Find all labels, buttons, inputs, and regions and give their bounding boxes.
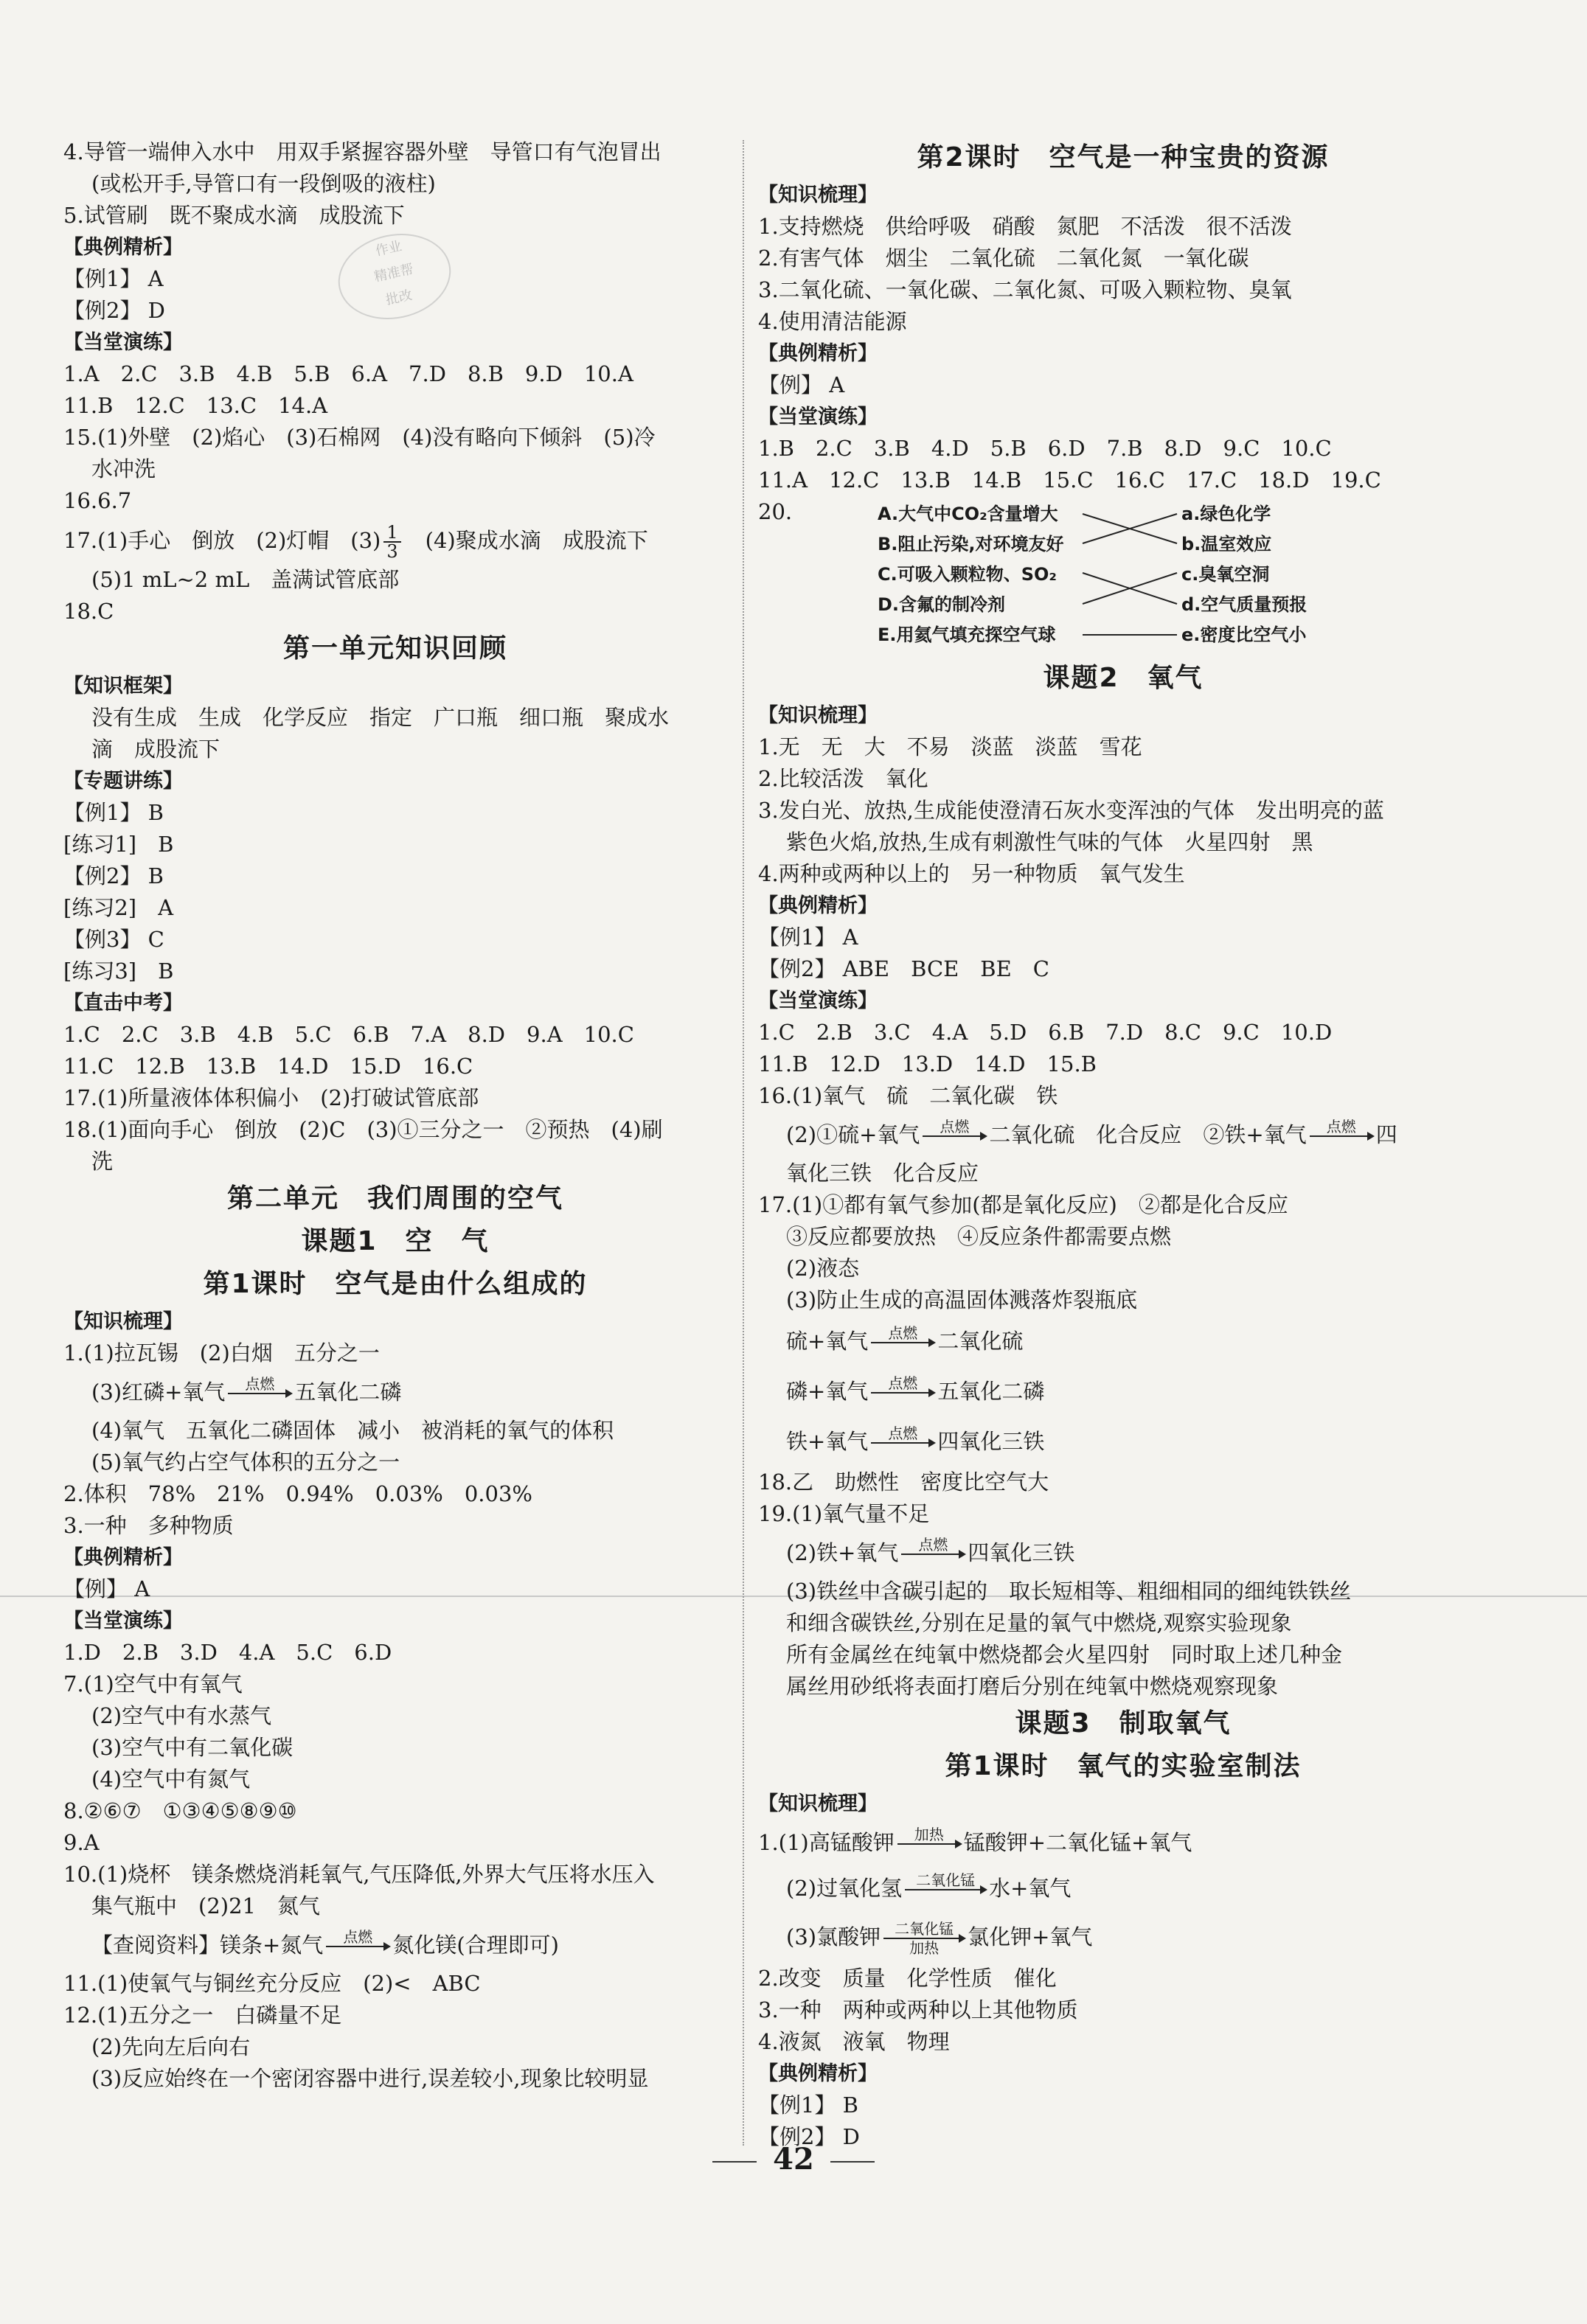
equation-line: 硫+氧气 点燃 二氧化硫 xyxy=(758,1316,1488,1366)
answer-line: 7.(1)空气中有氧气 xyxy=(63,1671,243,1697)
answer-line: 18.C xyxy=(63,599,114,624)
section-heading: 【典例精析】 xyxy=(758,342,878,365)
section-heading: 【知识框架】 xyxy=(63,675,183,697)
answer-line: 【例1】 B xyxy=(758,2092,858,2118)
reaction-arrow: 点燃 xyxy=(871,1325,934,1360)
answer-line: 5.试管刷 既不聚成水滴 成股流下 xyxy=(63,203,405,228)
question-number: 20. xyxy=(758,499,793,524)
answer-line: 17.(1)手心 倒放 (2)灯帽 (3) $\frac{1}{3}$ (4)聚成水滴 成股流下 xyxy=(63,522,648,562)
equation-line: 【查阅资料】镁条+氮气 点燃 氮化镁(合理即可) xyxy=(63,1922,727,1968)
answer-line: 没有生成 生成 化学反应 指定 广口瓶 细口瓶 聚成水 xyxy=(91,705,670,730)
equation-line: 铁+氧气 点燃 四氧化三铁 xyxy=(758,1416,1488,1467)
answer-line: 3.二氧化硫、一氧化碳、二氧化氮、可吸入颗粒物、臭氧 xyxy=(758,277,1292,302)
answer-line: 11.A 12.C 13.B 14.B 15.C 16.C 17.C 18.D 19.C xyxy=(758,467,1381,493)
section-heading: 【当堂演练】 xyxy=(63,1610,183,1632)
answer-line: 16.(1)氧气 硫 二氧化碳 铁 xyxy=(758,1083,1058,1108)
lesson-title: 课题2 氧气 xyxy=(1043,663,1204,693)
answer-line: (或松开手,导管口有一段倒吸的液柱) xyxy=(91,171,436,196)
answer-line: 集气瓶中 (2)21 氮气 xyxy=(91,1893,320,1918)
equation-line: 磷+氧气 点燃 五氧化二磷 xyxy=(758,1366,1488,1416)
match-left-item: B.阻止污染,对环境友好 xyxy=(878,534,1064,554)
answer-line: 1.C 2.C 3.B 4.B 5.C 6.B 7.A 8.D 9.A 10.C xyxy=(63,1022,634,1047)
match-left-item: D.含氟的制冷剂 xyxy=(878,594,1006,615)
match-right-item: c.臭氧空洞 xyxy=(1181,564,1270,585)
section-heading: 【专题讲练】 xyxy=(63,770,183,793)
matching-diagram xyxy=(758,499,1488,654)
answer-line: [练习1] B xyxy=(63,832,174,857)
answer-line: 4.液氮 液氧 物理 xyxy=(758,2029,950,2054)
answer-line: 17.(1)①都有氧气参加(都是氧化反应) ②都是化合反应 xyxy=(758,1192,1288,1217)
column-divider xyxy=(743,140,744,2146)
reaction-arrow: 加热 xyxy=(897,1826,961,1862)
answer-line: 11.B 12.C 13.C 14.A xyxy=(63,393,328,418)
section-heading: 【知识梳理】 xyxy=(758,704,878,727)
answer-line: 【例1】 A xyxy=(758,925,858,950)
answer-line: 滴 成股流下 xyxy=(91,737,220,762)
equation-line: (3)氯酸钾 二氧化锰 加热 氯化钾+氧气 xyxy=(786,1920,1093,1957)
answer-line: 1.D 2.B 3.D 4.A 5.C 6.D xyxy=(63,1640,392,1665)
answer-line: (4)空气中有氮气 xyxy=(91,1767,251,1792)
answer-line: ③反应都要放热 ④反应条件都需要点燃 xyxy=(786,1224,1172,1249)
match-right-item: b.温室效应 xyxy=(1181,534,1272,554)
answer-line: 氧化三铁 化合反应 xyxy=(786,1161,979,1186)
fraction: $\frac{1}{3}$ xyxy=(383,523,400,560)
answer-line: 11.(1)使氧气与铜丝充分反应 (2)< ABC xyxy=(63,1971,481,1996)
equation-line: (3)红磷+氧气 点燃 五氧化二磷 xyxy=(63,1369,727,1415)
lesson-subtitle: 第1课时 氧气的实验室制法 xyxy=(945,1751,1302,1781)
answer-line: 4.导管一端伸入水中 用双手紧握容器外壁 导管口有气泡冒出 xyxy=(63,139,661,164)
lesson-title: 课题3 制取氧气 xyxy=(1015,1708,1232,1739)
lesson-subtitle: 第2课时 空气是一种宝贵的资源 xyxy=(917,142,1330,173)
reaction-arrow: 点燃 xyxy=(1310,1118,1373,1154)
answer-line: (2)液态 xyxy=(786,1256,860,1281)
answer-line: 19.(1)氧气量不足 xyxy=(758,1501,930,1526)
stamp-seal: 作业 精准帮 批改 xyxy=(330,223,459,330)
section-heading: 【知识梳理】 xyxy=(63,1310,183,1333)
answer-line: 1.A 2.C 3.B 4.B 5.B 6.A 7.D 8.B 9.D 10.A xyxy=(63,361,633,386)
match-right-item: a.绿色化学 xyxy=(1181,504,1271,524)
equation-line: (2)①硫+氧气 点燃 二氧化硫 化合反应 ②铁+氧气 点燃 四 xyxy=(758,1112,1488,1158)
answer-line: 3.一种 多种物质 xyxy=(63,1513,234,1538)
answer-line: 11.C 12.B 13.B 14.D 15.D 16.C xyxy=(63,1054,473,1079)
reaction-arrow: 点燃 xyxy=(871,1375,934,1410)
answer-line: 2.改变 质量 化学性质 催化 xyxy=(758,1966,1057,1991)
answer-line: 水冲洗 xyxy=(91,456,156,481)
section-heading: 【典例精析】 xyxy=(758,894,878,917)
reaction-arrow: 点燃 xyxy=(901,1537,965,1572)
answer-line: [练习3] B xyxy=(63,959,174,984)
lesson-subtitle: 第1课时 空气是由什么组成的 xyxy=(203,1269,588,1299)
answer-line: 1.无 无 大 不易 淡蓝 淡蓝 雪花 xyxy=(758,734,1142,759)
answer-line: 【例1】 B xyxy=(63,800,164,825)
reaction-arrow: 二氧化锰 xyxy=(905,1872,986,1907)
reaction-arrow: 二氧化锰 加热 xyxy=(883,1921,965,1956)
answer-line: (4)氧气 五氧化二磷固体 减小 被消耗的氧气的体积 xyxy=(91,1418,614,1443)
section-heading: 【直击中考】 xyxy=(63,992,183,1015)
match-right-item: d.空气质量预报 xyxy=(1181,594,1308,615)
answer-line: 和细含碳铁丝,分别在足量的氧气中燃烧,观察实验现象 xyxy=(786,1610,1292,1635)
equation-line: (2)铁+氧气 点燃 四氧化三铁 xyxy=(758,1530,1488,1576)
answer-line: 9.A xyxy=(63,1830,100,1855)
answer-line: 18.(1)面向手心 倒放 (2)C (3)①三分之一 ②预热 (4)刷 xyxy=(63,1117,663,1142)
answer-line: (5)氧气约占空气体积的五分之一 xyxy=(91,1450,400,1475)
section-heading: 【典例精析】 xyxy=(63,236,183,259)
answer-line: 17.(1)所量液体体积偏小 (2)打破试管底部 xyxy=(63,1085,479,1110)
equation-line: 1.(1)高锰酸钾 加热 锰酸钾+二氧化锰+氧气 xyxy=(758,1820,1488,1865)
unit-title: 第一单元知识回顾 xyxy=(282,633,507,664)
answer-line: 【例2】 B xyxy=(63,863,164,888)
unit-title: 第二单元 我们周围的空气 xyxy=(226,1183,563,1214)
answer-line: (5)1 mL~2 mL 盖满试管底部 xyxy=(91,567,400,592)
answer-line: 16.6.7 xyxy=(63,488,132,513)
match-left-item: E.用氦气填充探空气球 xyxy=(878,625,1056,645)
answer-line: 【例】 A xyxy=(758,372,845,397)
match-left-item: C.可吸入颗粒物、SO₂ xyxy=(878,564,1057,585)
left-column xyxy=(63,136,727,2095)
section-heading: 【当堂演练】 xyxy=(63,331,183,354)
section-heading: 【典例精析】 xyxy=(758,2062,878,2085)
answer-line: [练习2] A xyxy=(63,895,174,920)
reaction-arrow: 点燃 xyxy=(228,1376,291,1411)
answer-line: 8.②⑥⑦ ①③④⑤⑧⑨⑩ xyxy=(63,1798,297,1823)
answer-line: 洗 xyxy=(91,1149,114,1174)
answer-line: 2.比较活泼 氧化 xyxy=(758,766,928,791)
match-right-item: e.密度比空气小 xyxy=(1181,625,1307,645)
answer-line: 4.两种或两种以上的 另一种物质 氧气发生 xyxy=(758,861,1185,886)
answer-line: 【例2】 ABE BCE BE C xyxy=(758,956,1049,981)
section-heading: 【典例精析】 xyxy=(63,1546,183,1569)
answer-line: 2.体积 78% 21% 0.94% 0.03% 0.03% xyxy=(63,1481,532,1506)
answer-line: 【例1】 A xyxy=(63,266,164,291)
answer-line: 1.支持燃烧 供给呼吸 硝酸 氮肥 不活泼 很不活泼 xyxy=(758,214,1292,239)
reaction-arrow: 点燃 xyxy=(923,1118,986,1154)
answer-line: 12.(1)五分之一 白磷量不足 xyxy=(63,2003,342,2028)
answer-line: 2.有害气体 烟尘 二氧化硫 二氧化氮 一氧化碳 xyxy=(758,246,1249,271)
answer-line: (3)反应始终在一个密闭容器中进行,误差较小,现象比较明显 xyxy=(91,2066,649,2091)
answer-line: (3)铁丝中含碳引起的 取长短相等、粗细相同的细纯铁铁丝 xyxy=(786,1579,1352,1604)
answer-line: 【例3】 C xyxy=(63,927,164,952)
lesson-title: 课题1 空 气 xyxy=(301,1226,490,1256)
answer-line: (3)空气中有二氧化碳 xyxy=(91,1735,294,1760)
answer-line: (2)空气中有水蒸气 xyxy=(91,1703,272,1728)
answer-line: 1.(1)拉瓦锡 (2)白烟 五分之一 xyxy=(63,1340,380,1365)
reaction-arrow: 点燃 xyxy=(871,1425,934,1461)
answer-line: 18.乙 助燃性 密度比空气大 xyxy=(758,1469,1049,1495)
answer-line: 【例2】 D xyxy=(63,298,165,323)
match-left-item: A.大气中CO₂含量增大 xyxy=(878,504,1058,524)
answer-line: 11.B 12.D 13.D 14.D 15.B xyxy=(758,1051,1097,1076)
answer-line: 所有金属丝在纯氧中燃烧都会火星四射 同时取上述几种金 xyxy=(786,1642,1343,1667)
answer-line: 3.一种 两种或两种以上其他物质 xyxy=(758,1997,1078,2022)
section-heading: 【知识梳理】 xyxy=(758,184,878,206)
equation-line: (2)过氧化氢 二氧化锰 水+氧气 xyxy=(758,1865,1488,1911)
section-heading: 【当堂演练】 xyxy=(758,406,878,428)
answer-line: 【例2】 D xyxy=(758,2124,860,2149)
answer-line: (3)防止生成的高温固体溅落炸裂瓶底 xyxy=(786,1287,1138,1312)
reaction-arrow: 点燃 xyxy=(326,1929,389,1964)
page-number: 42 xyxy=(0,2142,1587,2177)
answer-line: 【例】 A xyxy=(63,1576,150,1601)
answer-line: 属丝用砂纸将表面打磨后分别在纯氧中燃烧观察现象 xyxy=(786,1674,1279,1699)
answer-line: 紫色火焰,放热,生成有刺激性气味的气体 火星四射 黑 xyxy=(786,829,1313,855)
answer-line: 4.使用清洁能源 xyxy=(758,309,907,334)
answer-line: (2)先向左后向右 xyxy=(91,2034,251,2059)
answer-line: 15.(1)外壁 (2)焰心 (3)石棉网 (4)没有略向下倾斜 (5)冷 xyxy=(63,425,656,450)
answer-line: 3.发白光、放热,生成能使澄清石灰水变浑浊的气体 发出明亮的蓝 xyxy=(758,798,1384,823)
answer-line: 1.C 2.B 3.C 4.A 5.D 6.B 7.D 8.C 9.C 10.D xyxy=(758,1020,1333,1045)
right-column xyxy=(758,136,1488,2153)
section-heading: 【知识梳理】 xyxy=(758,1792,878,1815)
answer-line: 1.B 2.C 3.B 4.D 5.B 6.D 7.B 8.D 9.C 10.C xyxy=(758,436,1332,461)
section-heading: 【当堂演练】 xyxy=(758,989,878,1012)
answer-line: 10.(1)烧杯 镁条燃烧消耗氧气,气压降低,外界大气压将水压入 xyxy=(63,1862,655,1887)
